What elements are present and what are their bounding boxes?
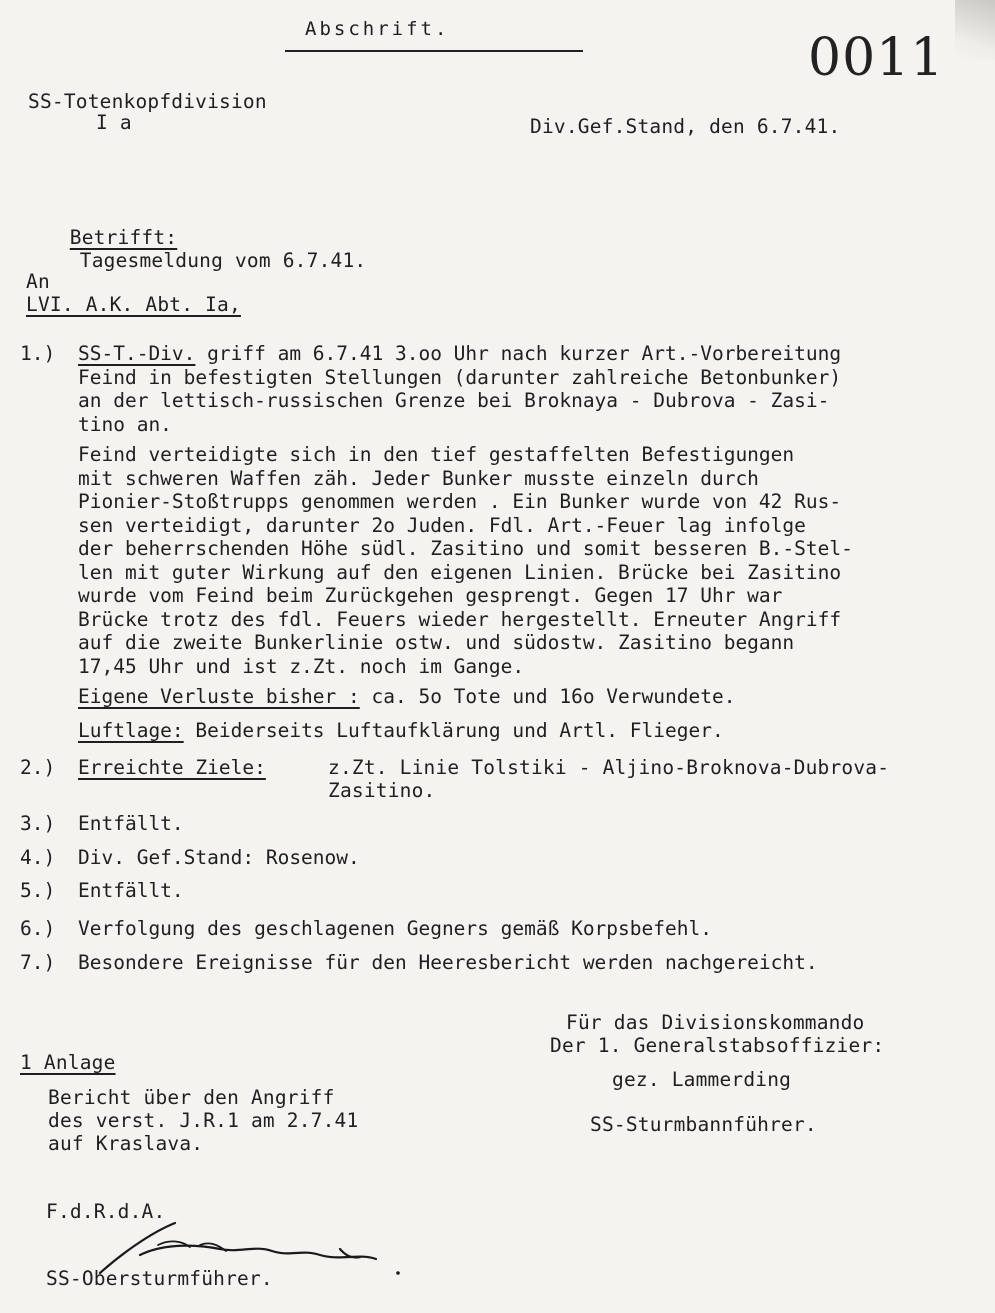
losses-text: ca. 5o Tote und 16o Verwundete. bbox=[359, 685, 736, 708]
item1-p2-line: Feind verteidigte sich in den tief gestaffelten Befestigungen bbox=[78, 443, 795, 466]
certification-label: F.d.R.d.A. bbox=[46, 1200, 166, 1223]
item-text: Entfällt. bbox=[78, 879, 184, 902]
air-line bbox=[78, 719, 983, 743]
item-text: Verfolgung des geschlagenen Gegners gemäß Korpsbefehl. bbox=[78, 917, 712, 940]
losses-line bbox=[78, 685, 983, 709]
item1-p2-line: sen verteidigt, darunter 2o Juden. Fdl. Art.-Feuer lag infolge bbox=[78, 513, 806, 537]
item1-first-paragraph bbox=[78, 342, 983, 436]
recipient-an: An bbox=[26, 270, 50, 293]
item1-line: griff am 6.7.41 3.oo Uhr nach kurzer Art.-Vorbereitung bbox=[195, 342, 842, 365]
signature-line: Für das Divisionskommando bbox=[566, 1011, 865, 1034]
item1-p2-line: der beherrschenden Höhe südl. Zasitino und somit besseren B.-Stel- bbox=[78, 537, 853, 560]
item-text: Entfällt. bbox=[78, 812, 184, 835]
attachment-line: Bericht über den Angriff bbox=[48, 1086, 335, 1109]
signature-name: gez. Lammerding bbox=[612, 1068, 792, 1091]
losses-label: Eigene Verluste bisher : bbox=[78, 685, 360, 708]
item-text: Besondere Ereignisse für den Heeresbericht werden nachgereicht. bbox=[78, 951, 818, 974]
item-number: 6.) bbox=[20, 917, 56, 940]
page-fold-shadow bbox=[955, 0, 995, 60]
attachment-line: auf Kraslava. bbox=[48, 1132, 204, 1155]
document-number: 0011 bbox=[808, 28, 945, 88]
item-number: 2.) bbox=[20, 756, 56, 779]
item1-p2-line: wurde vom Feind beim Zurückgehen gesprengt. Gegen 17 Uhr war bbox=[78, 584, 783, 607]
air-text: Beiderseits Luftaufklärung und Artl. Flieger. bbox=[183, 719, 724, 742]
item-number: 4.) bbox=[20, 846, 56, 869]
division-name: SS-Totenkopfdivision bbox=[28, 90, 267, 113]
section-code: I a bbox=[96, 111, 132, 134]
item1-p2-line: auf die zweite Bunkerlinie ostw. und südostw. Zasitino begann bbox=[78, 631, 795, 654]
item1-lead: SS-T.-Div. bbox=[78, 342, 196, 365]
document-title: Abschrift. bbox=[305, 18, 450, 40]
item1-p2-line: len mit guter Wirkung auf den eigenen Linien. Brücke bei Zasitino bbox=[78, 560, 842, 584]
air-label: Luftlage: bbox=[78, 719, 184, 742]
place-date: Div.Gef.Stand, den 6.7.41. bbox=[530, 115, 841, 138]
item1-p2-line: 17,45 Uhr und ist z.Zt. noch im Gange. bbox=[78, 654, 525, 678]
signature-line: Der 1. Generalstabsoffizier: bbox=[550, 1034, 885, 1057]
recipient-unit: LVI. A.K. Abt. Ia, bbox=[26, 293, 241, 316]
title-underline bbox=[285, 50, 583, 52]
certification-rank: SS-Obersturmführer. bbox=[46, 1267, 273, 1290]
subject-label: Betrifft: bbox=[69, 225, 178, 249]
item2-text: z.Zt. Linie Tolstiki - Aljino-Broknova-Dubrova- bbox=[328, 756, 890, 779]
subject-text: Tagesmeldung vom 6.7.41. bbox=[79, 249, 367, 272]
signature-rank: SS-Sturmbannführer. bbox=[590, 1113, 817, 1136]
item-number: 1.) bbox=[20, 342, 56, 365]
attachment-label: 1 Anlage bbox=[20, 1051, 116, 1074]
item-text: Div. Gef.Stand: Rosenow. bbox=[78, 846, 360, 869]
item-number: 7.) bbox=[20, 951, 56, 974]
item1-line: an der lettisch-russischen Grenze bei Broknaya - Dubrova - Zasi- bbox=[78, 389, 830, 412]
item-number: 5.) bbox=[20, 879, 56, 902]
item1-line: tino an. bbox=[78, 412, 172, 436]
item1-second-paragraph bbox=[78, 443, 983, 678]
item2-text: Zasitino. bbox=[328, 779, 436, 802]
item2-label: Erreichte Ziele: bbox=[78, 756, 266, 779]
item-number: 3.) bbox=[20, 812, 56, 835]
item1-p2-line: mit schweren Waffen zäh. Jeder Bunker musste einzeln durch bbox=[78, 466, 759, 490]
item1-line: Feind in befestigten Stellungen (darunter zahlreiche Betonbunker) bbox=[78, 365, 842, 389]
item1-p2-line: Brücke trotz des fdl. Feuers wieder hergestellt. Erneuter Angriff bbox=[78, 607, 842, 631]
item1-p2-line: Pionier-Stoßtrupps genommen werden . Ein Bunker wurde von 42 Rus- bbox=[78, 490, 842, 513]
attachment-line: des verst. J.R.1 am 2.7.41 bbox=[48, 1109, 359, 1132]
